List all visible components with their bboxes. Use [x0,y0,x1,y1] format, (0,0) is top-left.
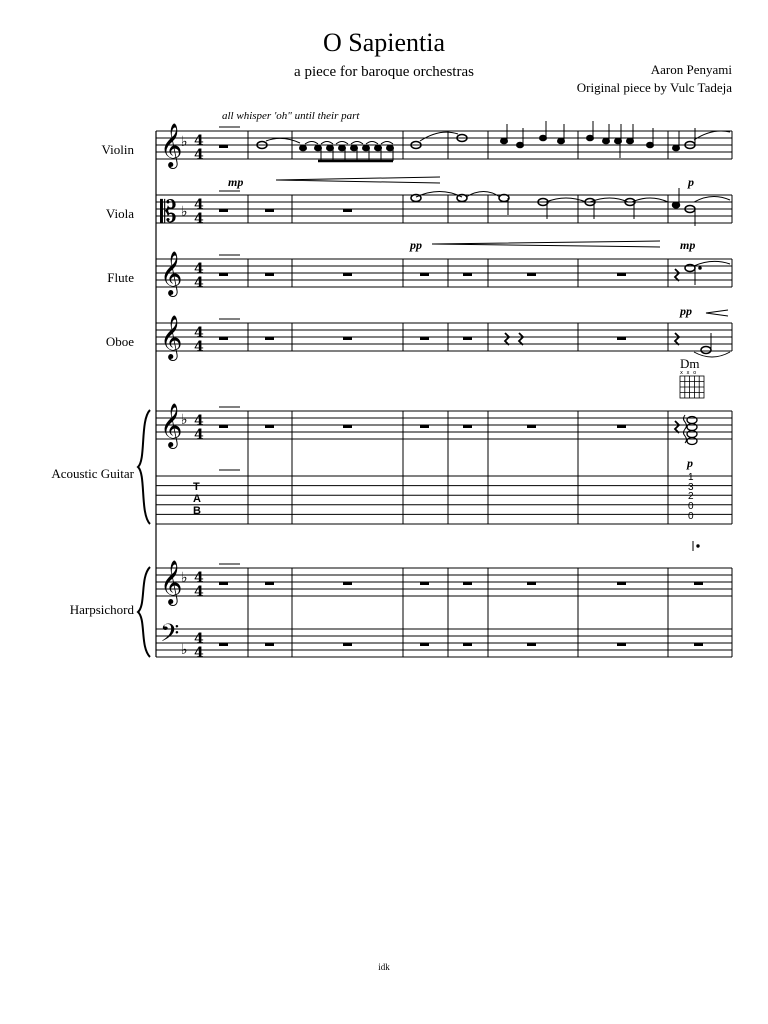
flat-icon: ♭ [181,412,188,428]
svg-text:B: B [193,505,201,517]
flute-notes [685,265,701,286]
tab-numbers [688,472,694,522]
treble-clef-icon: 𝄞 [160,123,183,167]
svg-text:4: 4 [194,275,204,291]
chord-name: Dm [680,356,700,371]
chord-string-markers: x x o [680,370,698,376]
barlines [248,131,732,657]
svg-text:4: 4 [194,147,204,163]
svg-text:0: 0 [688,511,694,522]
arranger-credit: Original piece by Vulc Tadeja [576,80,732,95]
svg-text:4: 4 [194,631,204,647]
staff-flute [156,259,732,287]
staff-guitar-tab [156,476,732,524]
svg-text:4: 4 [194,413,204,429]
page-footer: idk [378,962,390,972]
svg-text:4: 4 [194,211,204,227]
chord-diagram-grid [680,376,704,398]
dynamic-p-guitar: p [687,456,693,470]
dynamic-p: p [688,175,694,189]
staff-oboe [156,323,732,351]
repeat-marker [693,541,699,551]
svg-text:4: 4 [194,570,204,586]
svg-text:2: 2 [688,491,694,502]
oboe-notes [701,333,711,354]
bass-clef-icon: 𝄢 [160,619,180,654]
svg-text:1: 1 [688,472,694,483]
flat-icon: ♭ [181,570,188,586]
violin-notes [257,121,695,161]
svg-text:4: 4 [194,325,204,341]
brace-guitar [138,410,150,524]
svg-text:4: 4 [194,645,204,661]
dynamic-pp: pp [410,238,422,252]
staff-viola [156,195,732,223]
instrument-label-acoustic-guitar: Acoustic Guitar [51,466,134,481]
svg-text:4: 4 [194,339,204,355]
score-subtitle: a piece for baroque orchestras [294,64,474,80]
instrument-label-flute: Flute [107,270,134,285]
instrument-label-harpsichord: Harpsichord [69,602,134,617]
composer-credit: Aaron Penyami [650,62,732,77]
treble-clef-icon: 𝄞 [160,315,183,359]
flat-icon: ♭ [181,642,188,658]
dynamic-mp: mp [228,175,244,189]
svg-text:4: 4 [194,197,204,213]
instrument-label-viola: Viola [105,206,134,221]
flat-icon: ♭ [181,204,188,220]
svg-text:3: 3 [688,482,694,493]
staff-guitar [156,411,732,439]
brace-harpsichord [138,567,150,657]
hairpins [276,177,728,316]
score-title: O Sapientia [322,28,446,57]
svg-text:0: 0 [688,501,694,512]
svg-text:4: 4 [194,261,204,277]
treble-clef-icon: 𝄞 [160,251,183,295]
svg-text:A: A [193,493,201,505]
time-signatures [194,133,204,661]
expression-text: all whisper 'oh" until their part [222,110,360,122]
staff-harpsichord-treble [156,568,732,596]
flat-icon: ♭ [181,134,188,150]
svg-text:4: 4 [194,133,204,149]
guitar-chord-notes [684,415,698,445]
staff-harpsichord-bass [156,629,732,657]
svg-text:4: 4 [194,584,204,600]
treble-clef-icon: 𝄞 [160,403,183,447]
staff-violin [156,131,732,159]
alto-clef-icon: 𝄡 [160,195,177,230]
instrument-label-violin: Violin [101,142,134,157]
dynamic-pp-flute: pp [680,304,692,318]
treble-clef-icon: 𝄞 [160,560,183,604]
tab-label [193,481,201,517]
dynamic-mp-viola: mp [680,238,696,252]
multirest-bars [219,127,240,564]
svg-text:4: 4 [194,427,204,443]
instrument-label-oboe: Oboe [105,334,134,349]
svg-text:T: T [193,481,200,493]
